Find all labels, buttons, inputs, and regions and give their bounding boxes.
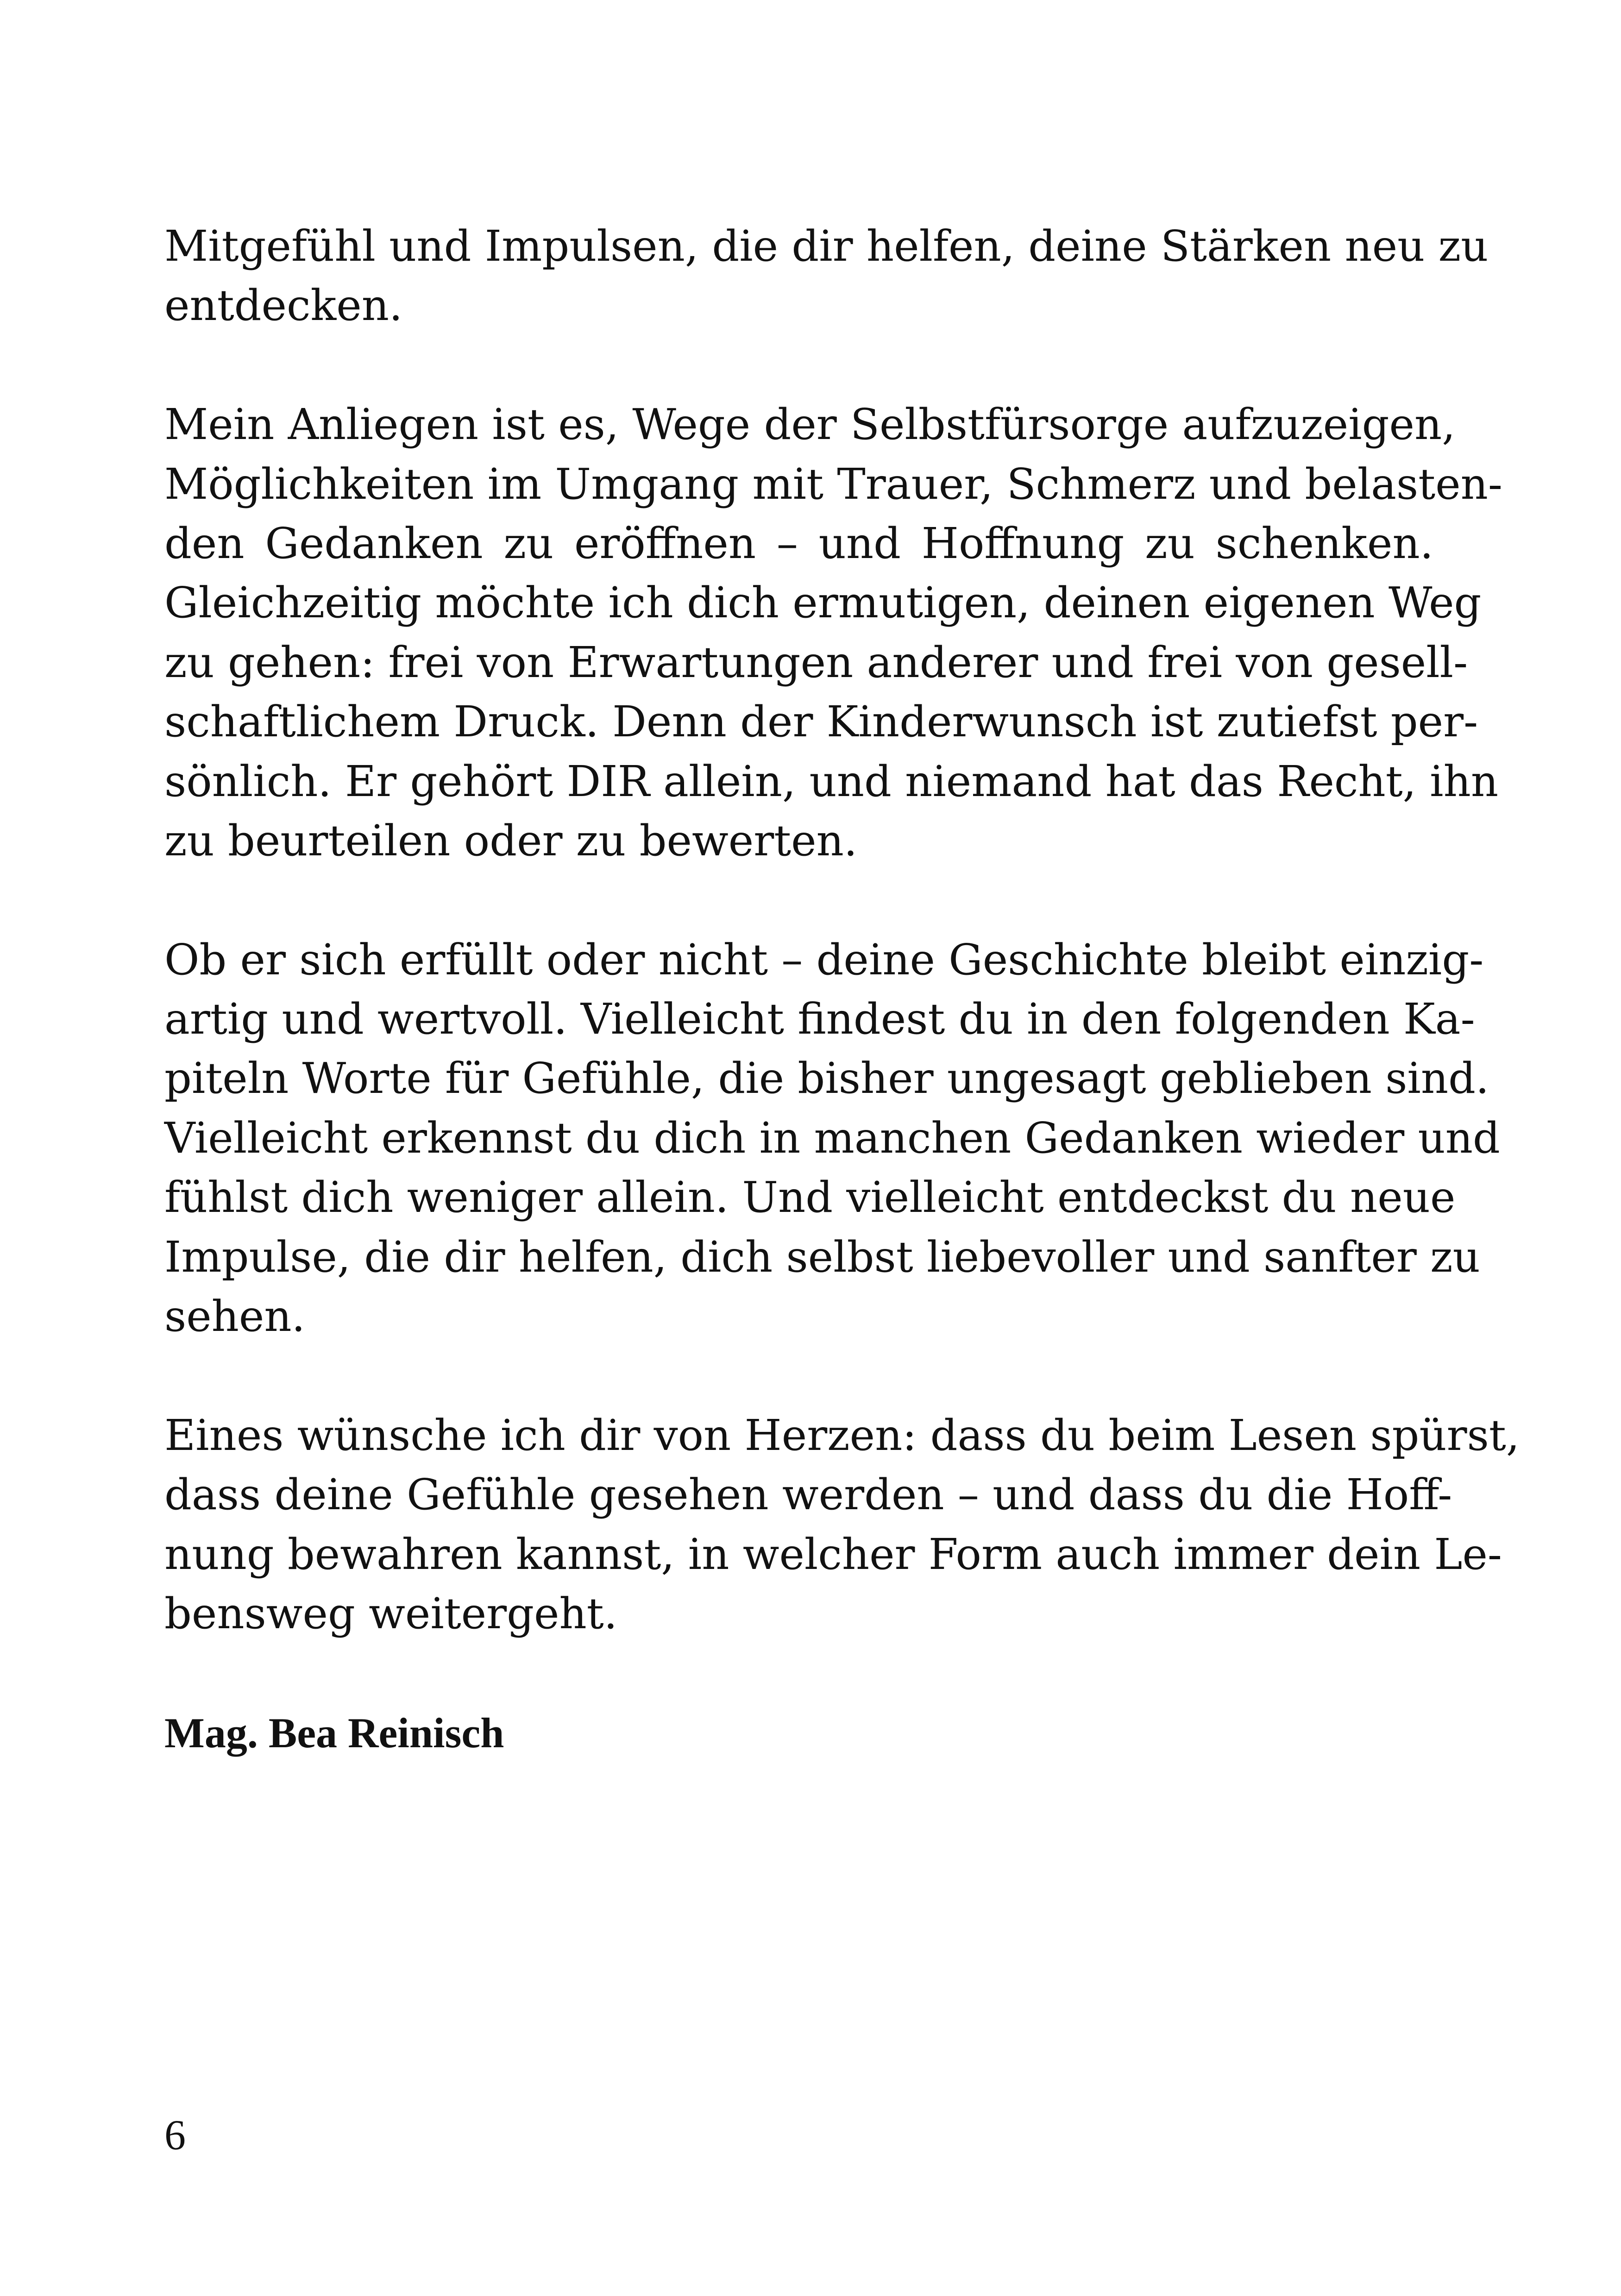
text-line: nung bewahren kannst, in welcher Form auch immer dein Le-	[164, 1529, 1502, 1579]
text-line: Mitgefühl und Impulsen, die dir helfen, deine Stärken neu zu	[164, 221, 1489, 271]
text-line: zu beurteilen oder zu bewerten.	[164, 816, 858, 866]
page-number: 6	[164, 2111, 186, 2158]
text-line: artig und wertvoll. Vielleicht findest du in den folgenden Ka-	[164, 994, 1475, 1044]
text-line: Eines wünsche ich dir von Herzen: dass du beim Lesen spürst,	[164, 1410, 1520, 1460]
text-line: sönlich. Er gehört DIR allein, und niemand hat das Recht, ihn	[164, 756, 1499, 806]
paragraph-2	[164, 395, 1502, 871]
paragraph-1	[164, 217, 1489, 336]
text-line: Möglichkeiten im Umgang mit Trauer, Schmerz und belasten-	[164, 459, 1502, 509]
text-line: zu gehen: frei von Erwartungen anderer und frei von gesell-	[164, 637, 1468, 687]
page-body	[164, 217, 1520, 1763]
text-line: bensweg weitergeht.	[164, 1588, 617, 1638]
text-line: Impulse, die dir helfen, dich selbst liebevoller und sanfter zu	[164, 1232, 1480, 1282]
paragraph-gap	[164, 336, 1433, 395]
text-line: piteln Worte für Gefühle, die bisher ungesagt geblieben sind.	[164, 1054, 1489, 1104]
paragraph-3	[164, 930, 1500, 1347]
text-line: sehen.	[164, 1292, 305, 1342]
text-line: den Gedanken zu eröffnen – und Hoffnung zu schenken.	[164, 518, 1433, 568]
text-line: Vielleicht erkennst du dich in manchen Gedanken wieder und	[164, 1113, 1500, 1163]
text-line: Ob er sich erfüllt oder nicht – deine Geschichte bleibt einzig-	[164, 935, 1484, 985]
paragraph-gap	[164, 871, 1433, 930]
author-signature: Mag. Bea Reinisch	[164, 1709, 504, 1757]
text-line: Gleichzeitig möchte ich dich ermutigen, deinen eigenen Weg	[164, 578, 1482, 628]
paragraph-gap	[164, 1346, 1433, 1405]
text-line: entdecken.	[164, 281, 403, 331]
text-line: dass deine Gefühle gesehen werden – und dass du die Hoff-	[164, 1470, 1452, 1520]
paragraph-4	[164, 1406, 1520, 1644]
text-line: schaftlichem Druck. Denn der Kinderwunsch ist zutiefst per-	[164, 697, 1478, 747]
text-line: Mein Anliegen ist es, Wege der Selbstfürsorge aufzuzeigen,	[164, 400, 1456, 450]
text-line: fühlst dich weniger allein. Und vielleicht entdeckst du neue	[164, 1173, 1456, 1223]
paragraph-gap	[164, 1644, 1433, 1703]
